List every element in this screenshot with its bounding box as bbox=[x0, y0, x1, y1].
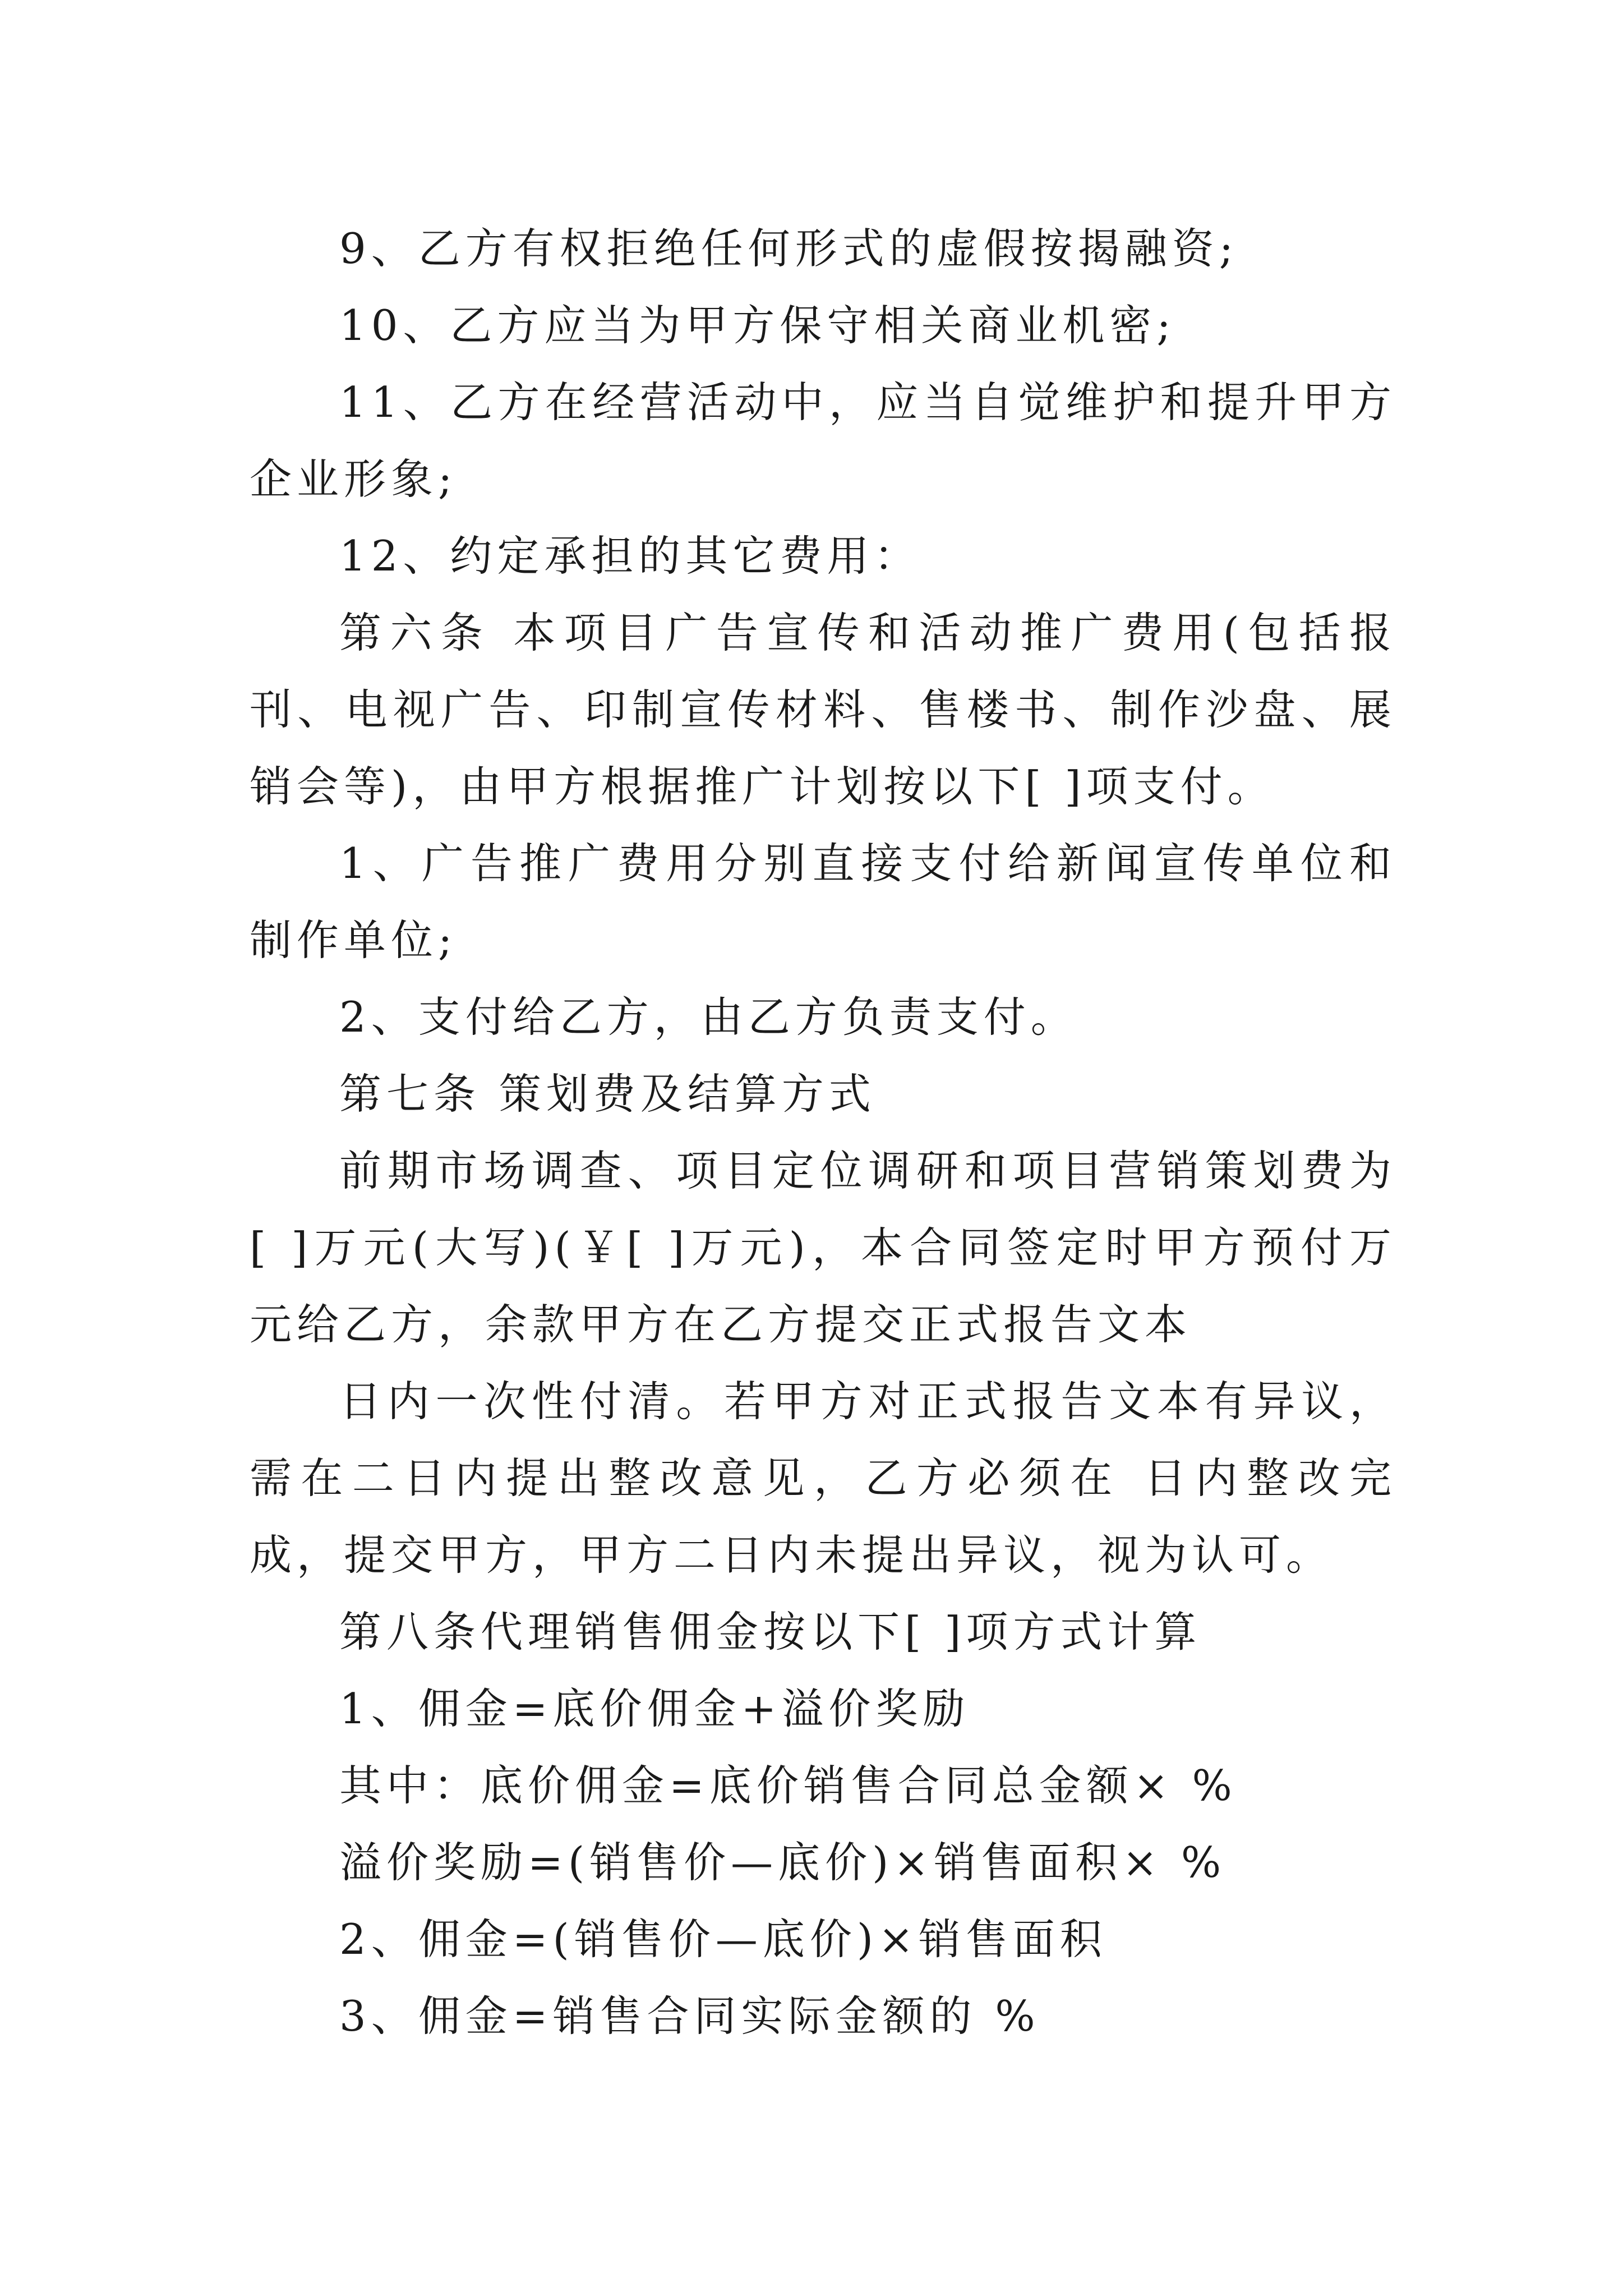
paragraph-commission-formula-2: 2、佣金=(销售价—底价)×销售面积 bbox=[339, 1915, 1107, 1964]
paragraph-commission-formula-3: 3、佣金=销售合同实际金额的 % bbox=[339, 1991, 1040, 2041]
document-body bbox=[250, 210, 1396, 2055]
heading-article-8: 第八条代理销售佣金按以下[ ]项方式计算 bbox=[339, 1607, 1202, 1657]
paragraph-clause-11: 11、乙方在经营活动中，应当自觉维护和提升甲方企业形象; bbox=[250, 378, 1396, 504]
paragraph-article-6-option-2: 2、支付给乙方，由乙方负责支付。 bbox=[339, 992, 1078, 1042]
paragraph-commission-formula-1: 1、佣金=底价佣金+溢价奖励 bbox=[339, 1684, 970, 1733]
paragraph-planning-fee: 前期市场调查、项目定位调研和项目营销策划费为[ ]万元(大写)(￥[ ]万元)，本合同签定时甲方预付万元给乙方，余款甲方在乙方提交正式报告文本 bbox=[250, 1146, 1396, 1349]
paragraph-payment-terms: 日内一次性付清。若甲方对正式报告文本有异议，需在二日内提出整改意见，乙方必须在 日内整改完成，提交甲方，甲方二日内未提出异议，视为认可。 bbox=[250, 1377, 1396, 1580]
paragraph-premium-bonus: 溢价奖励=(销售价—底价)×销售面积× % bbox=[339, 1838, 1227, 1887]
paragraph-clause-10: 10、乙方应当为甲方保守相关商业机密; bbox=[339, 301, 1176, 350]
heading-article-7: 第七条 策划费及结算方式 bbox=[339, 1069, 876, 1119]
paragraph-clause-9: 9、乙方有权拒绝任何形式的虚假按揭融资; bbox=[339, 224, 1238, 273]
paragraph-article-6: 第六条 本项目广告宣传和活动推广费用(包括报刊、电视广告、印制宣传材料、售楼书、制作沙盘、展销会等)，由甲方根据推广计划按以下[ ]项支付。 bbox=[250, 608, 1396, 811]
paragraph-base-commission: 其中：底价佣金=底价销售合同总金额× % bbox=[339, 1761, 1237, 1810]
paragraph-clause-12: 12、约定承担的其它费用： bbox=[339, 531, 921, 581]
paragraph-article-6-option-1: 1、广告推广费用分别直接支付给新闻宣传单位和制作单位; bbox=[250, 839, 1396, 965]
